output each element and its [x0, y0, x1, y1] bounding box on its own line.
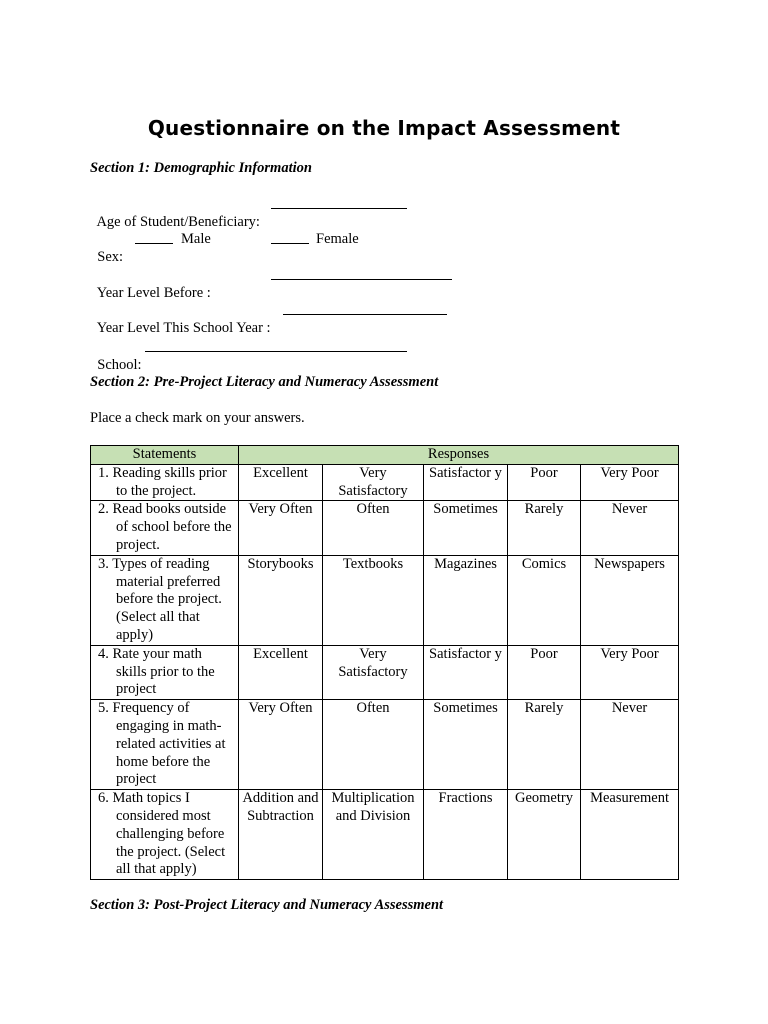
response-cell[interactable]: Textbooks: [323, 555, 424, 645]
table-row: [91, 555, 679, 645]
response-cell[interactable]: Poor: [508, 645, 581, 699]
statement-cell: 6. Math topics I considered most challenging before the project. (Select all that apply): [91, 790, 239, 880]
response-cell[interactable]: Addition and Subtraction: [239, 790, 323, 880]
response-cell[interactable]: Never: [581, 700, 679, 790]
age-label: Age of Student/Beneficiary:: [96, 214, 260, 230]
response-cell[interactable]: Magazines: [424, 555, 508, 645]
response-cell[interactable]: Rarely: [508, 700, 581, 790]
response-cell[interactable]: Geometry: [508, 790, 581, 880]
section1-heading: Section 1: Demographic Information: [90, 160, 312, 176]
section2-heading: Section 2: Pre-Project Literacy and Numeracy Assessment: [90, 374, 439, 390]
response-cell[interactable]: Storybooks: [239, 555, 323, 645]
male-blank[interactable]: [135, 230, 173, 244]
response-cell[interactable]: Often: [323, 501, 424, 555]
response-cell[interactable]: Very Poor: [581, 645, 679, 699]
school-blank[interactable]: [145, 338, 407, 352]
statement-cell: 2. Read books outside of school before the project.: [91, 501, 239, 555]
statement-cell: 4. Rate your math skills prior to the project: [91, 645, 239, 699]
header-statements: Statements: [91, 446, 239, 465]
response-cell[interactable]: Rarely: [508, 501, 581, 555]
statement-cell: 5. Frequency of engaging in math-related activities at home before the project: [91, 700, 239, 790]
response-cell[interactable]: Fractions: [424, 790, 508, 880]
header-responses: Responses: [239, 446, 679, 465]
table-row: [91, 464, 679, 501]
year-this-blank[interactable]: [283, 301, 447, 315]
table-row: [91, 700, 679, 790]
section3-heading: Section 3: Post-Project Literacy and Numeracy Assessment: [90, 897, 444, 913]
response-cell[interactable]: Often: [323, 700, 424, 790]
response-cell[interactable]: Multiplication and Division: [323, 790, 424, 880]
response-cell[interactable]: Very Satisfactory: [323, 464, 424, 501]
table-row: [91, 645, 679, 699]
male-label: Male: [181, 231, 211, 247]
year-before-blank[interactable]: [271, 266, 452, 280]
female-label: Female: [316, 231, 359, 247]
response-cell[interactable]: Poor: [508, 464, 581, 501]
response-cell[interactable]: Never: [581, 501, 679, 555]
year-before-label: Year Level Before :: [96, 285, 211, 301]
sex-label: Sex:: [97, 249, 124, 265]
response-cell[interactable]: Measurement: [581, 790, 679, 880]
table-row: [91, 790, 679, 880]
response-cell[interactable]: Comics: [508, 555, 581, 645]
response-cell[interactable]: Very Often: [239, 700, 323, 790]
response-cell[interactable]: Satisfactor y: [424, 645, 508, 699]
female-blank[interactable]: [271, 230, 309, 244]
table-row: [91, 501, 679, 555]
response-cell[interactable]: Satisfactor y: [424, 464, 508, 501]
response-cell[interactable]: Sometimes: [424, 700, 508, 790]
response-cell[interactable]: Very Poor: [581, 464, 679, 501]
response-cell[interactable]: Excellent: [239, 645, 323, 699]
statement-cell: 1. Reading skills prior to the project.: [91, 464, 239, 501]
response-cell[interactable]: Very Often: [239, 501, 323, 555]
response-cell[interactable]: Newspapers: [581, 555, 679, 645]
instruction-text: Place a check mark on your answers.: [90, 410, 305, 426]
page-title: Questionnaire on the Impact Assessment: [147, 116, 621, 140]
response-cell[interactable]: Excellent: [239, 464, 323, 501]
assessment-table: [90, 445, 679, 880]
response-cell[interactable]: Sometimes: [424, 501, 508, 555]
school-label: School:: [97, 357, 142, 373]
table-header-row: [91, 446, 679, 465]
year-this-label: Year Level This School Year :: [96, 320, 271, 336]
age-blank[interactable]: [271, 195, 407, 209]
statement-cell: 3. Types of reading material preferred before the project. (Select all that apply): [91, 555, 239, 645]
response-cell[interactable]: Very Satisfactory: [323, 645, 424, 699]
